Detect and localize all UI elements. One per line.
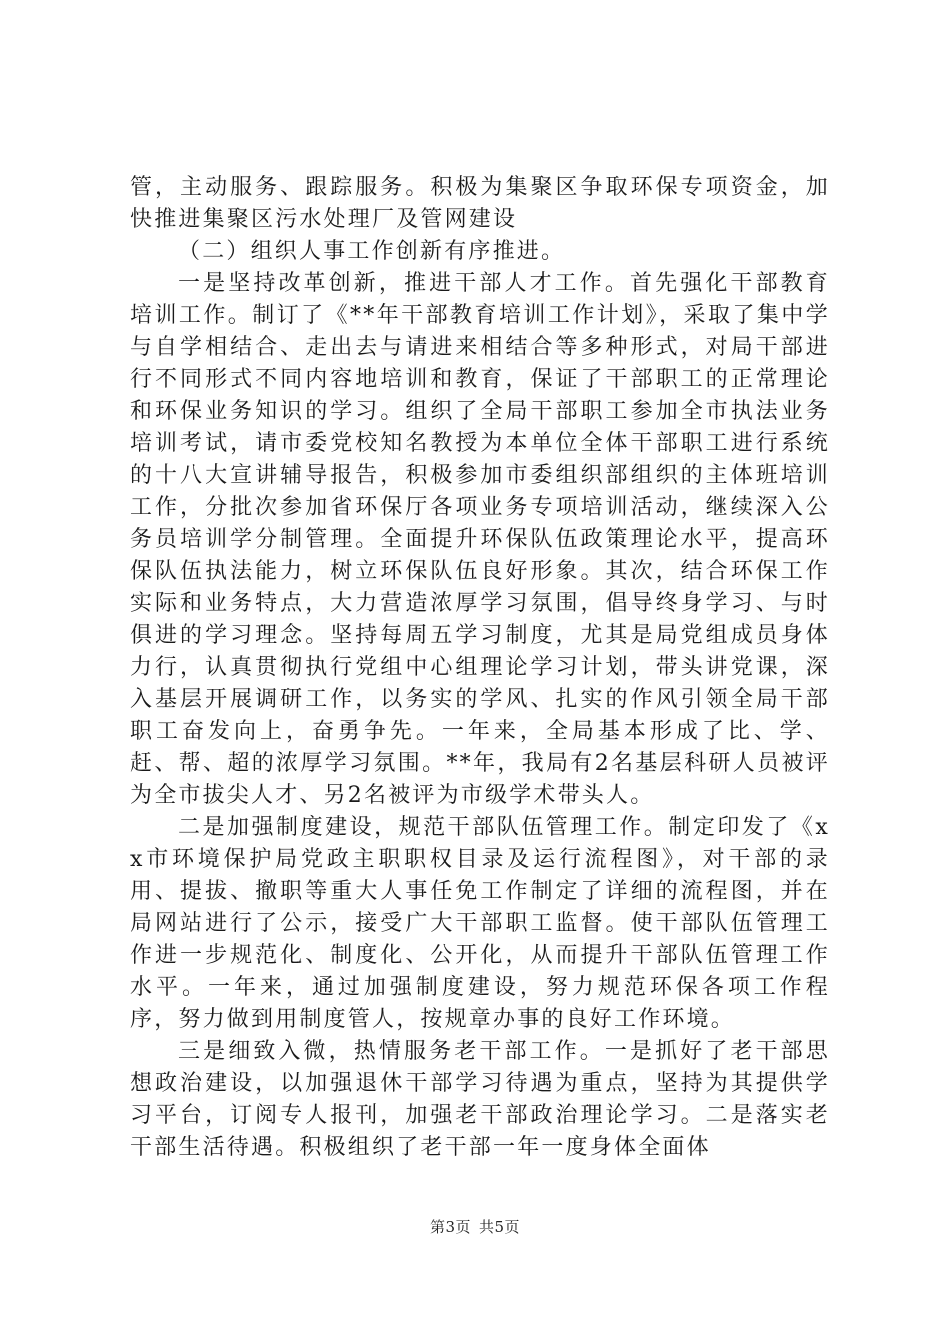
page-footer (0, 1216, 950, 1237)
body-paragraph-cadre-training: 一是坚持改革创新，推进干部人才工作。首先强化干部教育培训工作。制订了《**年干部教育培训工作计划》，采取了集中学与自学相结合、走出去与请进来相结合等多种形式，对局干部进行不同形式不同内容地培训和教育，保证了干部职工的正常理论和环保业务知识的学习。组织了全局干部职工参加全市执法业务培训考试，请市委党校知名教授为本单位全体干部职工进行系统的十八大宣讲辅导报告，积极参加市委组织部组织的主体班培训工作，分批次参加省环保厅各项业务专项培训活动，继续深入公务员培训学分制管理。全面提升环保队伍政策理论水平，提高环保队伍执法能力，树立环保队伍良好形象。其次，结合环保工作实际和业务特点，大力营造浓厚学习氛围，倡导终身学习、与时俱进的学习理念。坚持每周五学习制度，尤其是局党组成员身体力行，认真贯彻执行党组中心组理论学习计划，带头讲党课，深入基层开展调研工作，以务实的学风、扎实的作风引领全局干部职工奋发向上，奋勇争先。一年来，全局基本形成了比、学、赶、帮、超的浓厚学习氛围。**年，我局有2名基层科研人员被评为全市拔尖人才、另2名被评为市级学术带头人。 (130, 271, 830, 808)
body-paragraph-retired-cadres: 三是细致入微，热情服务老干部工作。一是抓好了老干部思想政治建设，以加强退休干部学习待遇为重点，坚持为其提供学习平台，订阅专人报刊，加强老干部政治理论学习。二是落实老干部生活待遇。积极组织了老干部一年一度身体全面体 (130, 1039, 830, 1160)
section-heading-personnel: （二）组织人事工作创新有序推进。 (178, 239, 566, 264)
page-total: 共5页 (479, 1218, 521, 1236)
page-number: 第3页 (429, 1218, 471, 1236)
body-paragraph-continuation: 管，主动服务、跟踪服务。积极为集聚区争取环保专项资金，加快推进集聚区污水处理厂及管网建设 (130, 175, 830, 232)
body-paragraph-system-building: 二是加强制度建设，规范干部队伍管理工作。制定印发了《xx市环境保护局党政主职职权目录及运行流程图》，对干部的录用、提拔、撤职等重大人事任免工作制定了详细的流程图，并在局网站进行了公示，接受广大干部职工监督。使干部队伍管理工作进一步规范化、制度化、公开化，从而提升干部队伍管理工作水平。一年来，通过加强制度建设，努力规范环保各项工作程序，努力做到用制度管人，按规章办事的良好工作环境。 (130, 815, 830, 1032)
document-body (130, 172, 830, 1164)
